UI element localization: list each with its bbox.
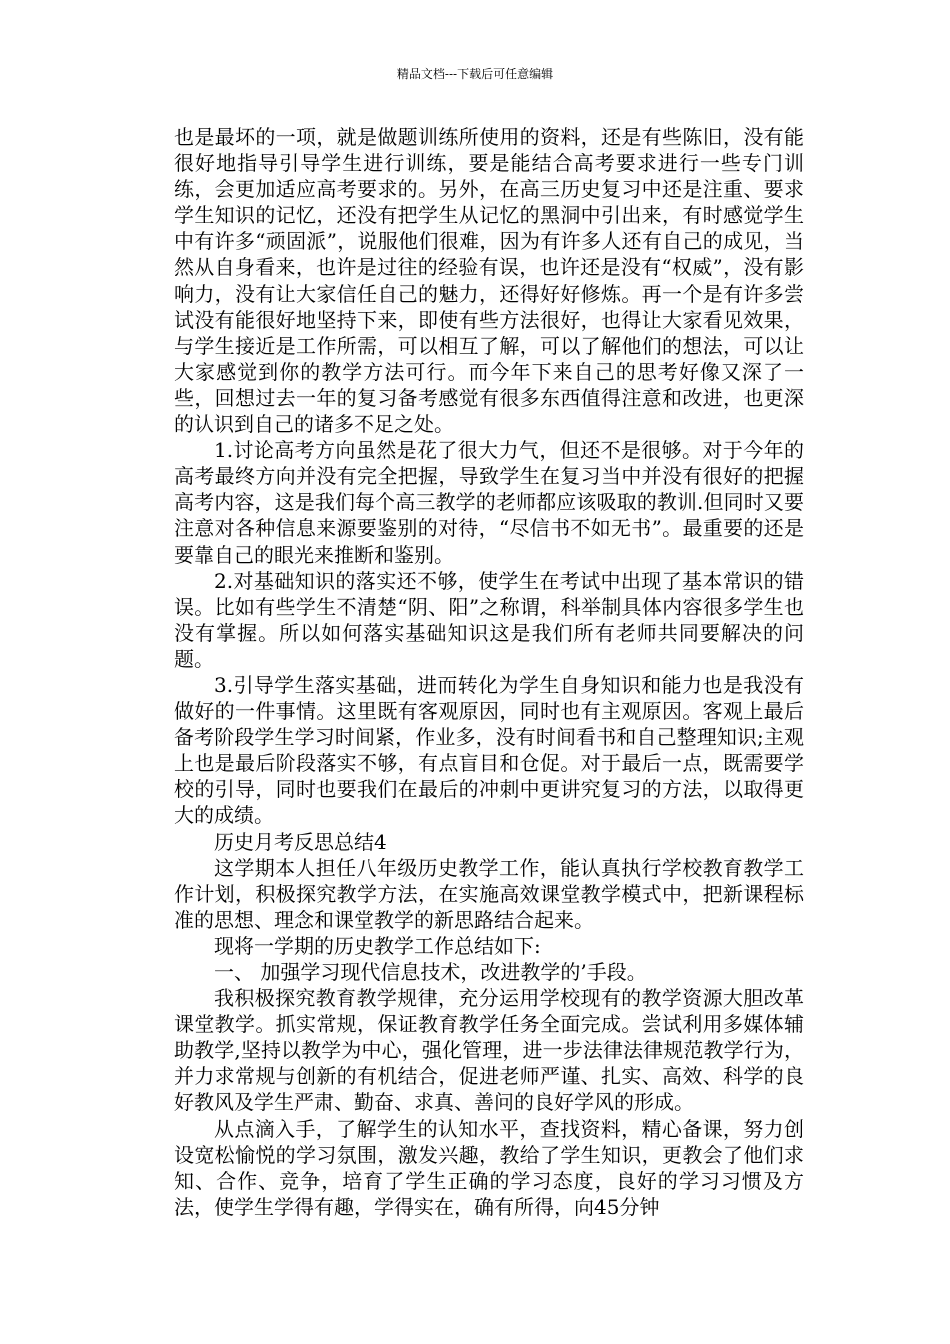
paragraph-summary-lead: 现将一学期的历史教学工作总结如下: xyxy=(214,933,541,958)
page-header: 精品文档---下载后可任意编辑 xyxy=(396,67,554,81)
section-heading: 历史月考反思总结4 xyxy=(214,829,387,854)
document-body xyxy=(174,124,804,1220)
paragraph-reform: 我积极探究教育教学规律，充分运用学校现有的教学资源大胆改革课堂教学。抓实常规，保证教育教学任务全面完成。尝试利用多媒体辅助教学,坚持以教学为中心，强化管理，进一步法律法律规范教学行为，并力求常规与创新的有机结合，促进老师严谨、扎实、高效、科学的良好教风及学生严肃、勤奋、求真、善问的良好学风的形成。 xyxy=(174,986,804,1115)
paragraph-intro: 这学期本人担任八年级历史教学工作，能认真执行学校教育教学工作计划，积极探究教学方法，在实施高效课堂教学模式中，把新课程标准的思想、理念和课堂教学的新思路结合起来。 xyxy=(174,855,804,932)
subheading-one: 一、 加强学习现代信息技术，改进教学的’手段。 xyxy=(214,960,647,984)
paragraph-point-3: 3.引导学生落实基础，进而转化为学生自身知识和能力也是我没有做好的一件事情。这里既有客观原因，同时也有主观原因。客观上最后备考阶段学生学习时间紧，作业多，没有时间看书和自己整理知识;主观上也是最后阶段落实不够，有点盲目和仓促。对于最后一点，既需要学校的引导，同时也要我们在最后的冲刺中更讲究复习的方法，以取得更大的成绩。 xyxy=(174,672,804,828)
paragraph-continuation: 也是最坏的一项，就是做题训练所使用的资料，还是有些陈旧，没有能很好地指导引导学生进行训练，要是能结合高考要求进行一些专门训练，会更加适应高考要求的。另外，在高三历史复习中还是注重、要求学生知识的记忆，还没有把学生从记忆的黑洞中引出来，有时感觉学生中有许多“顽固派”，说服他们很难，因为有许多人还有自己的成见，当然从自身看来，也许是过往的经验有误，也许还是没有“权威”，没有影响力，没有让大家信任自己的魅力，还得好好修炼。再一个是有许多尝试没有能很好地坚持下来，即使有些方法很好，也得让大家看见效果，与学生接近是工作所需，可以相互了解，可以了解他们的想法，可以让大家感觉到你的教学方法可行。而今年下来自己的思考好像又深了一些，回想过去一年的复习备考感觉有很多东西值得注意和改进，也更深的认识到自己的诸多不足之处。 xyxy=(174,125,804,437)
paragraph-point-2: 2.对基础知识的落实还不够，使学生在考试中出现了基本常识的错误。比如有些学生不清楚“阴、阳”之称谓，科举制具体内容很多学生也没有掌握。所以如何落实基础知识这是我们所有老师共同要解决的问题。 xyxy=(174,568,804,671)
paragraph-point-1: 1.讨论高考方向虽然是花了很大力气，但还不是很够。对于今年的高考最终方向并没有完全把握，导致学生在复习当中并没有很好的把握高考内容，这是我们每个高三教学的老师都应该吸取的教训.但同时又要注意对各种信息来源要鉴别的对待，“尽信书不如无书”。最重要的还是要靠自己的眼光来推断和鉴别。 xyxy=(174,438,804,567)
paragraph-details: 从点滴入手，了解学生的认知水平，查找资料，精心备课，努力创设宽松愉悦的学习氛围，激发兴趣，教给了学生知识，更教会了他们求知、合作、竞争，培育了学生正确的学习态度，良好的学习习惯及方法，使学生学得有趣，学得实在，确有所得，向45分钟 xyxy=(174,1116,804,1219)
